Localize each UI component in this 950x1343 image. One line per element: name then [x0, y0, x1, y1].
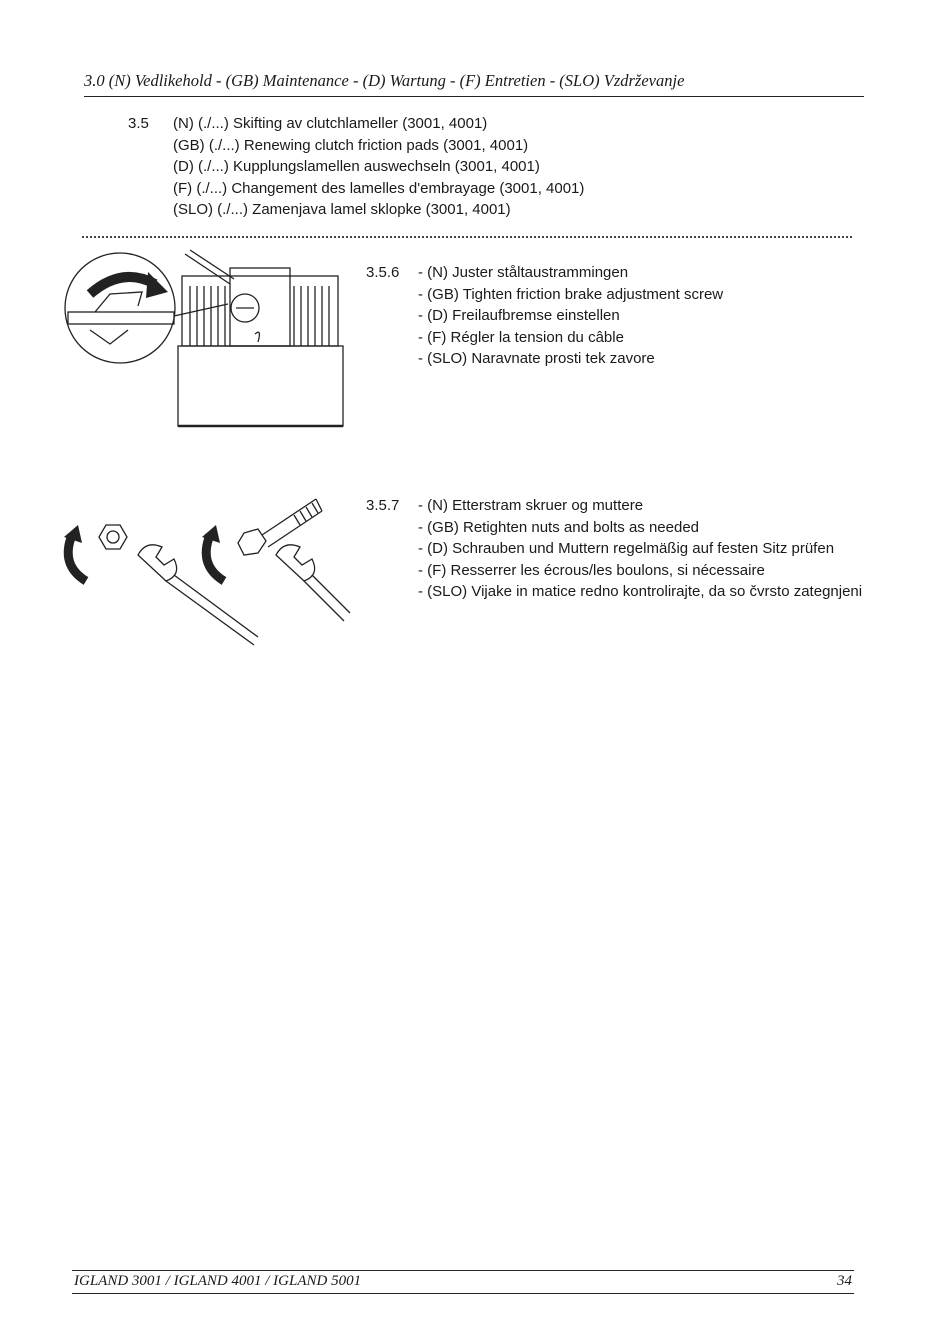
section-title-gb: (GB) (./...) Renewing clutch friction pads (3001, 4001)	[173, 136, 529, 154]
wrench-right-head	[276, 545, 315, 581]
rotate-arrow-mid	[206, 535, 224, 581]
dotted-divider	[82, 236, 852, 238]
adjuster-bar	[68, 312, 174, 324]
wrench-left-head	[138, 545, 177, 581]
footer-models: IGLAND 3001 / IGLAND 4001 / IGLAND 5001	[74, 1273, 362, 1289]
step-line-n: - (N) Juster ståltaustrammingen	[418, 264, 629, 281]
page-title: 3.0 (N) Vedlikehold - (GB) Maintenance - (D) Wartung - (F) Entretien - (SLO) Vzdrževanje	[84, 71, 685, 90]
page-number: 34	[837, 1273, 852, 1289]
rotation-arrow	[90, 277, 155, 294]
step-line-d: - (D) Freilaufbremse einstellen	[418, 307, 620, 324]
nut-left	[99, 525, 127, 549]
step-number: 3.5.7	[366, 497, 400, 514]
step-number: 3.5.6	[366, 264, 400, 281]
drum-ribs-right	[294, 286, 329, 346]
adjuster-nut	[95, 292, 142, 312]
small-mark	[255, 332, 259, 342]
step-line-d: - (D) Schrauben und Muttern regelmäßig auf festen Sitz prüfen	[418, 540, 835, 557]
page-footer	[72, 1270, 854, 1294]
wrench-left-handle	[166, 575, 258, 645]
magnifier-circle	[65, 253, 175, 363]
wrench-right-handle	[304, 575, 350, 621]
bolt-shank	[262, 499, 322, 547]
step-line-gb: - (GB) Tighten friction brake adjustment screw	[418, 285, 724, 303]
step-line-slo: - (SLO) Vijake in matice redno kontrolirajte, da so čvrsto zategnjeni	[418, 583, 863, 600]
section-title-n: (N) (./...) Skifting av clutchlameller (3001, 4001)	[173, 115, 488, 132]
section-title-f: (F) (./...) Changement des lamelles d'embrayage (3001, 4001)	[173, 179, 585, 197]
step-lines	[418, 495, 868, 603]
section-title-lines	[173, 113, 584, 221]
rotate-arrow-left	[68, 535, 86, 581]
step-line-n: - (N) Etterstram skruer og muttere	[418, 497, 644, 514]
step-line-f: - (F) Resserrer les écrous/les boulons, si nécessaire	[418, 561, 765, 579]
step-line-f: - (F) Régler la tension du câble	[418, 328, 624, 346]
step-line-gb: - (GB) Retighten nuts and bolts as needed	[418, 518, 700, 536]
bolt-head	[238, 529, 266, 555]
adjuster-lower	[90, 330, 128, 344]
page-header	[84, 70, 864, 97]
section-title-d: (D) (./...) Kupplungslamellen auswechseln (3001, 4001)	[173, 158, 540, 175]
wrench-bolt-illustration-icon	[58, 485, 358, 650]
section-title-slo: (SLO) (./...) Zamenjava lamel sklopke (3001, 4001)	[173, 201, 511, 218]
drum-ribs-left	[190, 286, 225, 346]
section-number: 3.5	[128, 115, 149, 132]
brake-adjustment-illustration-icon	[50, 246, 350, 436]
step-lines	[418, 262, 868, 370]
nut-left-hole	[107, 531, 119, 543]
brake-cable	[185, 250, 234, 284]
machine-base	[178, 346, 343, 426]
step-line-slo: - (SLO) Naravnate prosti tek zavore	[418, 350, 655, 367]
